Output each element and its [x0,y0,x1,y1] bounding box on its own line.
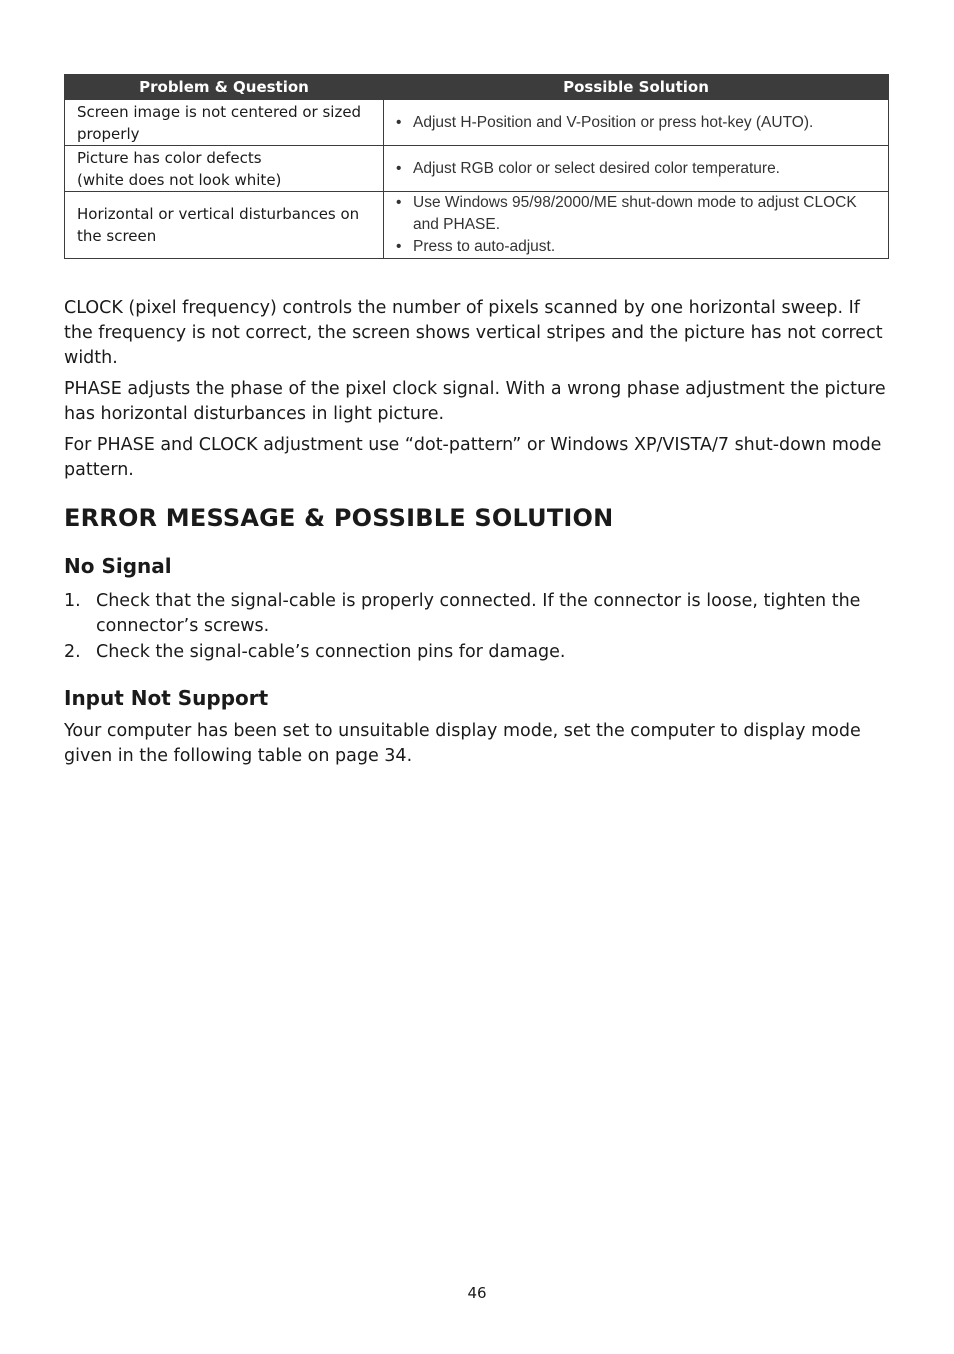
solution-item: • Use Windows 95/98/2000/ME shut-down mode to adjust CLOCK and PHASE. [396,192,876,236]
problem-line: Picture has color defects [77,148,262,167]
problem-cell [65,146,384,192]
solution-cell [384,146,889,192]
section-title: ERROR MESSAGE & POSSIBLE SOLUTION [64,504,614,532]
solution-list [396,192,876,258]
list-item [64,640,889,665]
solution-cell [384,192,889,259]
input-not-support-text: Your computer has been set to unsuitable display mode, set the computer to display mode given in the following table on page 34. [64,721,861,766]
table-row [65,192,889,259]
no-signal-steps [64,589,889,665]
explanation-text [64,296,889,483]
solution-item: • Press to auto-adjust. [396,236,876,258]
table-row [65,100,889,146]
step-text: Check the signal-cable’s connection pins for damage. [96,642,566,662]
solution-item: • Adjust RGB color or select desired color temperature. [396,158,876,180]
problem-cell: Horizontal or vertical disturbances on the screen [65,192,384,259]
page-number: 46 [467,1284,487,1302]
paragraph-phase: PHASE adjusts the phase of the pixel clock signal. With a wrong phase adjustment the picture has horizontal disturbances in light picture. [64,379,886,424]
list-item [64,589,889,639]
problem-line: (white does not look white) [77,170,282,189]
step-text: Check that the signal-cable is properly connected. If the connector is loose, tighten the connector’s screws. [96,591,861,636]
table-row [65,146,889,192]
solution-list [396,112,876,134]
paragraph-adjustment: For PHASE and CLOCK adjustment use “dot-pattern” or Windows XP/VISTA/7 shut-down mode pattern. [64,435,882,480]
step-number: 1. [64,591,81,611]
solution-item: • Adjust H-Position and V-Position or press hot-key (AUTO). [396,112,876,134]
step-number: 2. [64,642,81,662]
page-content [64,74,889,775]
column-header-problem: Problem & Question [65,75,384,100]
column-header-solution: Possible Solution [384,75,889,100]
troubleshooting-table [64,74,889,259]
table-header-row [65,75,889,100]
input-not-support-title: Input Not Support [64,686,269,710]
problem-cell: Screen image is not centered or sized properly [65,100,384,146]
no-signal-title: No Signal [64,554,172,578]
solution-cell [384,100,889,146]
paragraph-clock: CLOCK (pixel frequency) controls the number of pixels scanned by one horizontal sweep. If the frequency is not correct, the screen shows vertical stripes and the picture has not correct width. [64,298,883,368]
solution-list [396,158,876,180]
